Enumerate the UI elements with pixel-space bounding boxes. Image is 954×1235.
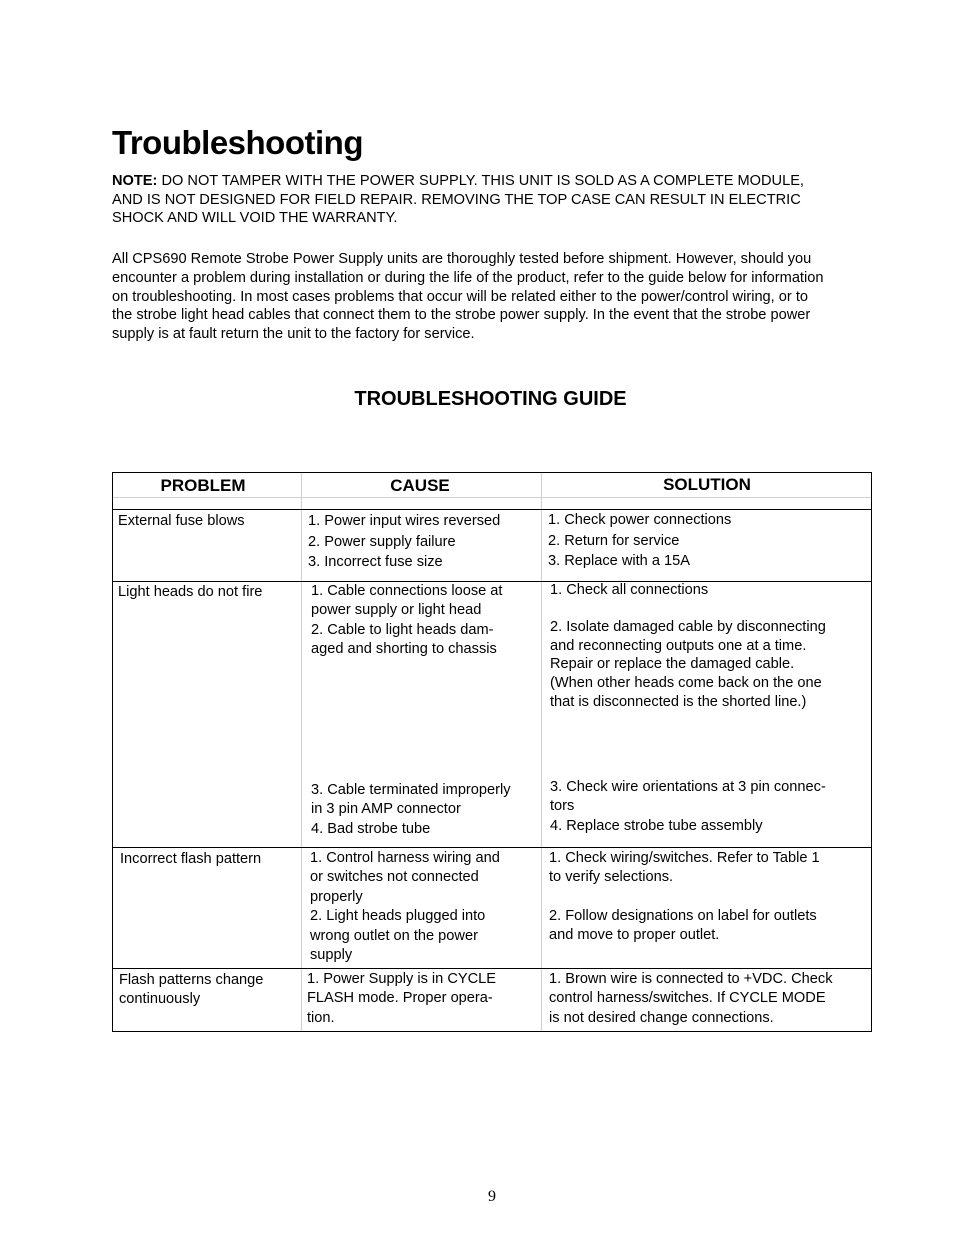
header-solution: SOLUTION [663, 475, 751, 494]
header-divider [113, 497, 871, 498]
row2-solution-b: 3. Check wire orientations at 3 pin connec- tors 4. Replace strobe tube assembly [550, 779, 826, 834]
page-title: Troubleshooting [112, 124, 363, 161]
row2-problem: Light heads do not fire [118, 584, 263, 600]
guide-title: TROUBLESHOOTING GUIDE [354, 388, 627, 410]
intro-paragraph: All CPS690 Remote Strobe Power Supply units are thoroughly tested before shipment. However, should you encounter a problem during installation or during the life of the product, refer to the guide below for information on troubleshooting. In most cases problems that occur will be related either to the power/control wiring, or to the strobe light head cables that connect them to the strobe power supply. In the event that the strobe power supply is at fault return the unit to the factory for service. [112, 251, 824, 343]
row3-cause: 1. Control harness wiring and or switches not connected properly 2. Light heads plugged into wrong outlet on the power supply [310, 850, 500, 964]
row2-solution-a: 1. Check all connections 2. Isolate damaged cable by disconnecting and reconnecting outputs one at a time. Repair or replace the damaged cable. (When other heads come back on the one that is disconnected is the shorted line.) [550, 582, 826, 710]
note-label: NOTE: [112, 173, 158, 189]
header-cause: CAUSE [390, 476, 450, 495]
row1-cause: 1. Power input wires reversed 2. Power supply failure 3. Incorrect fuse size [308, 513, 501, 571]
row4-cause: 1. Power Supply is in CYCLE FLASH mode. Proper opera- tion. [307, 971, 496, 1026]
column-divider [541, 473, 542, 1031]
row1-problem: External fuse blows [118, 513, 245, 529]
page-number: 9 [488, 1188, 496, 1205]
row-divider [113, 968, 871, 969]
row3-problem: Incorrect flash pattern [120, 851, 262, 867]
row2-cause-b: 3. Cable terminated improperly in 3 pin AMP connector 4. Bad strobe tube [311, 782, 511, 837]
header-problem: PROBLEM [160, 476, 246, 495]
column-divider [301, 473, 302, 1031]
note-text: DO NOT TAMPER WITH THE POWER SUPPLY. THIS UNIT IS SOLD AS A COMPLETE MODULE, AND IS NOT DESIGNED FOR FIELD REPAIR. REMOVING THE TOP CASE CAN RESULT IN ELECTRIC SHOCK AND WILL VOID THE WARRANTY. [112, 173, 804, 227]
row3-solution: 1. Check wiring/switches. Refer to Table 1 to verify selections. 2. Follow designations on label for outlets and move to proper outlet. [549, 850, 820, 943]
troubleshooting-table [112, 472, 872, 1032]
warning-note [112, 172, 832, 228]
row-divider [113, 847, 871, 848]
row1-solution: 1. Check power connections 2. Return for service 3. Replace with a 15A [548, 512, 732, 570]
row2-cause-a: 1. Cable connections loose at power supply or light head 2. Cable to light heads dam- aged and shorting to chassis [311, 583, 503, 658]
row4-solution: 1. Brown wire is connected to +VDC. Check control harness/switches. If CYCLE MODE is not desired change connections. [549, 971, 833, 1026]
row4-problem: Flash patterns change continuously [119, 972, 264, 1008]
